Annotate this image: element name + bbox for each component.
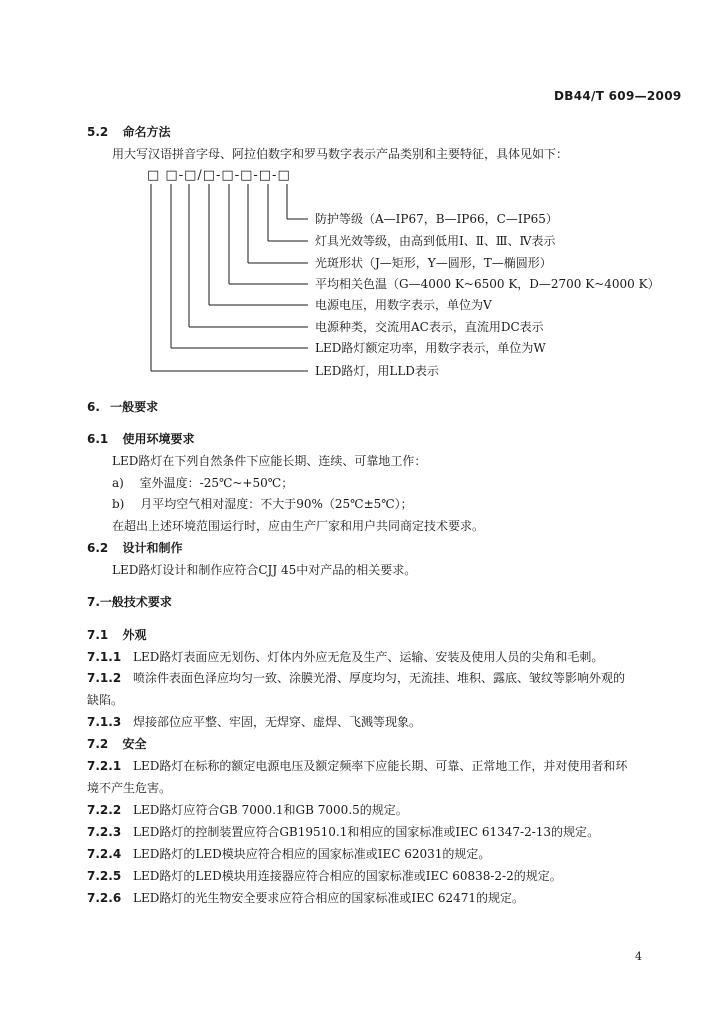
- naming-intro: 用大写汉语拼音字母、阿拉伯数字和罗马数字表示产品类别和主要特征，具体见如下：: [112, 147, 569, 161]
- section-title: 一般技术要求: [99, 595, 172, 609]
- section-7-2-heading: [87, 736, 146, 752]
- list-label: b): [112, 497, 125, 511]
- section-6-2-heading: [87, 540, 182, 556]
- section-title: 外观: [122, 628, 147, 642]
- section-number: 7.2: [87, 737, 109, 751]
- clause-number: 7.1.1: [87, 650, 122, 664]
- naming-pattern: □ □-□/□-□-□-□-□: [147, 168, 291, 183]
- naming-item: 电源种类，交流用AC表示，直流用DC表示: [315, 320, 544, 334]
- section-number: 5.2: [87, 125, 109, 139]
- list-label: a): [112, 476, 124, 490]
- clause-number: 7.2.5: [87, 869, 122, 883]
- clause-7-2-4: [87, 846, 490, 862]
- section-number: 6.1: [87, 432, 109, 446]
- naming-item: 灯具光效等级，由高到低用Ⅰ、Ⅱ、Ⅲ、Ⅳ表示: [315, 234, 556, 248]
- clause-text: 焊接部位应平整、牢固，无焊穿、虚焊、飞溅等现象。: [133, 715, 422, 729]
- clause-number: 7.2.1: [87, 759, 122, 773]
- section-title: 使用环境要求: [122, 432, 195, 446]
- section-number: 6.2: [87, 541, 109, 555]
- clause-7-2-1: [87, 758, 627, 774]
- section-6-1-heading: [87, 431, 194, 447]
- clause-continuation: 缺陷。: [87, 693, 124, 707]
- clause-7-1-2: [87, 670, 625, 686]
- clause-7-2-2: [87, 802, 408, 818]
- list-text: 月平均空气相对湿度：不大于90%（25℃±5℃）；: [140, 497, 413, 511]
- clause-text: 喷涂件表面色泽应均匀一致、涂膜光滑、厚度均匀，无流挂、堆积、露底、皱纹等影响外观的: [133, 671, 626, 685]
- standard-code: DB44/T 609—2009: [554, 89, 682, 103]
- clause-7-2-5: [87, 868, 562, 884]
- section-7-1-heading: [87, 627, 146, 643]
- page-number: 4: [635, 950, 642, 963]
- paragraph: LED路灯设计和制作应符合CJJ 45中对产品的相关要求。: [112, 563, 417, 577]
- section-number: 7.: [87, 595, 100, 609]
- clause-7-1-1: [87, 649, 603, 665]
- naming-item: 电源电压，用数字表示，单位为V: [315, 298, 492, 312]
- clause-text: LED路灯应符合GB 7000.1和GB 7000.5的规定。: [133, 803, 408, 817]
- clause-number: 7.2.2: [87, 803, 122, 817]
- clause-text: LED路灯在标称的额定电源电压及额定频率下应能长期、可靠、正常地工作，并对使用者和环: [133, 759, 628, 773]
- list-text: 室外温度：-25℃~+50℃；: [139, 476, 294, 490]
- clause-number: 7.2.3: [87, 825, 122, 839]
- section-title: 命名方法: [122, 125, 171, 139]
- section-title: 设计和制作: [122, 541, 183, 555]
- section-number: 7.1: [87, 628, 109, 642]
- clause-7-2-3: [87, 824, 599, 840]
- clause-text: LED路灯表面应无划伤、灯体内外应无危及生产、运输、安装及使用人员的尖角和毛刺。: [133, 650, 604, 664]
- naming-item: 防护等级（A—IP67，B—IP66，C—IP65）: [315, 212, 558, 226]
- naming-item: 平均相关色温（G—4000 K~6500 K，D—2700 K~4000 K）: [315, 277, 660, 291]
- clause-7-1-3: [87, 714, 421, 730]
- naming-item: 光斑形状（J—矩形，Y—圆形，T—椭圆形）: [315, 256, 552, 270]
- clause-text: LED路灯的LED模块用连接器应符合相应的国家标准或IEC 60838-2-2的规定。: [133, 869, 562, 883]
- clause-text: LED路灯的光生物安全要求应符合相应的国家标准或IEC 62471的规定。: [133, 891, 525, 905]
- clause-text: LED路灯的LED模块应符合相应的国家标准或IEC 62031的规定。: [133, 847, 491, 861]
- clause-number: 7.2.4: [87, 847, 122, 861]
- naming-item: LED路灯额定功率，用数字表示，单位为W: [315, 341, 546, 355]
- clause-text: LED路灯的控制装置应符合GB19510.1和相应的国家标准或IEC 61347-2-13的规定。: [133, 825, 600, 839]
- clause-number: 7.2.6: [87, 891, 122, 905]
- section-7-heading: [87, 594, 172, 610]
- section-6-heading: [87, 399, 158, 415]
- clause-number: 7.1.2: [87, 671, 122, 685]
- section-title: 安全: [122, 737, 147, 751]
- section-title: 一般要求: [110, 400, 159, 414]
- section-number: 6.: [87, 400, 100, 414]
- naming-item: LED路灯，用LLD表示: [315, 364, 439, 378]
- paragraph: 在超出上述环境范围运行时，应由生产厂家和用户共同商定技术要求。: [112, 519, 485, 533]
- clause-continuation: 境不产生危害。: [87, 781, 172, 795]
- clause-number: 7.1.3: [87, 715, 122, 729]
- list-item-a: [112, 475, 293, 491]
- list-item-b: [112, 496, 413, 512]
- clause-7-2-6: [87, 890, 524, 906]
- paragraph: LED路灯在下列自然条件下应能长期、连续、可靠地工作：: [112, 454, 427, 468]
